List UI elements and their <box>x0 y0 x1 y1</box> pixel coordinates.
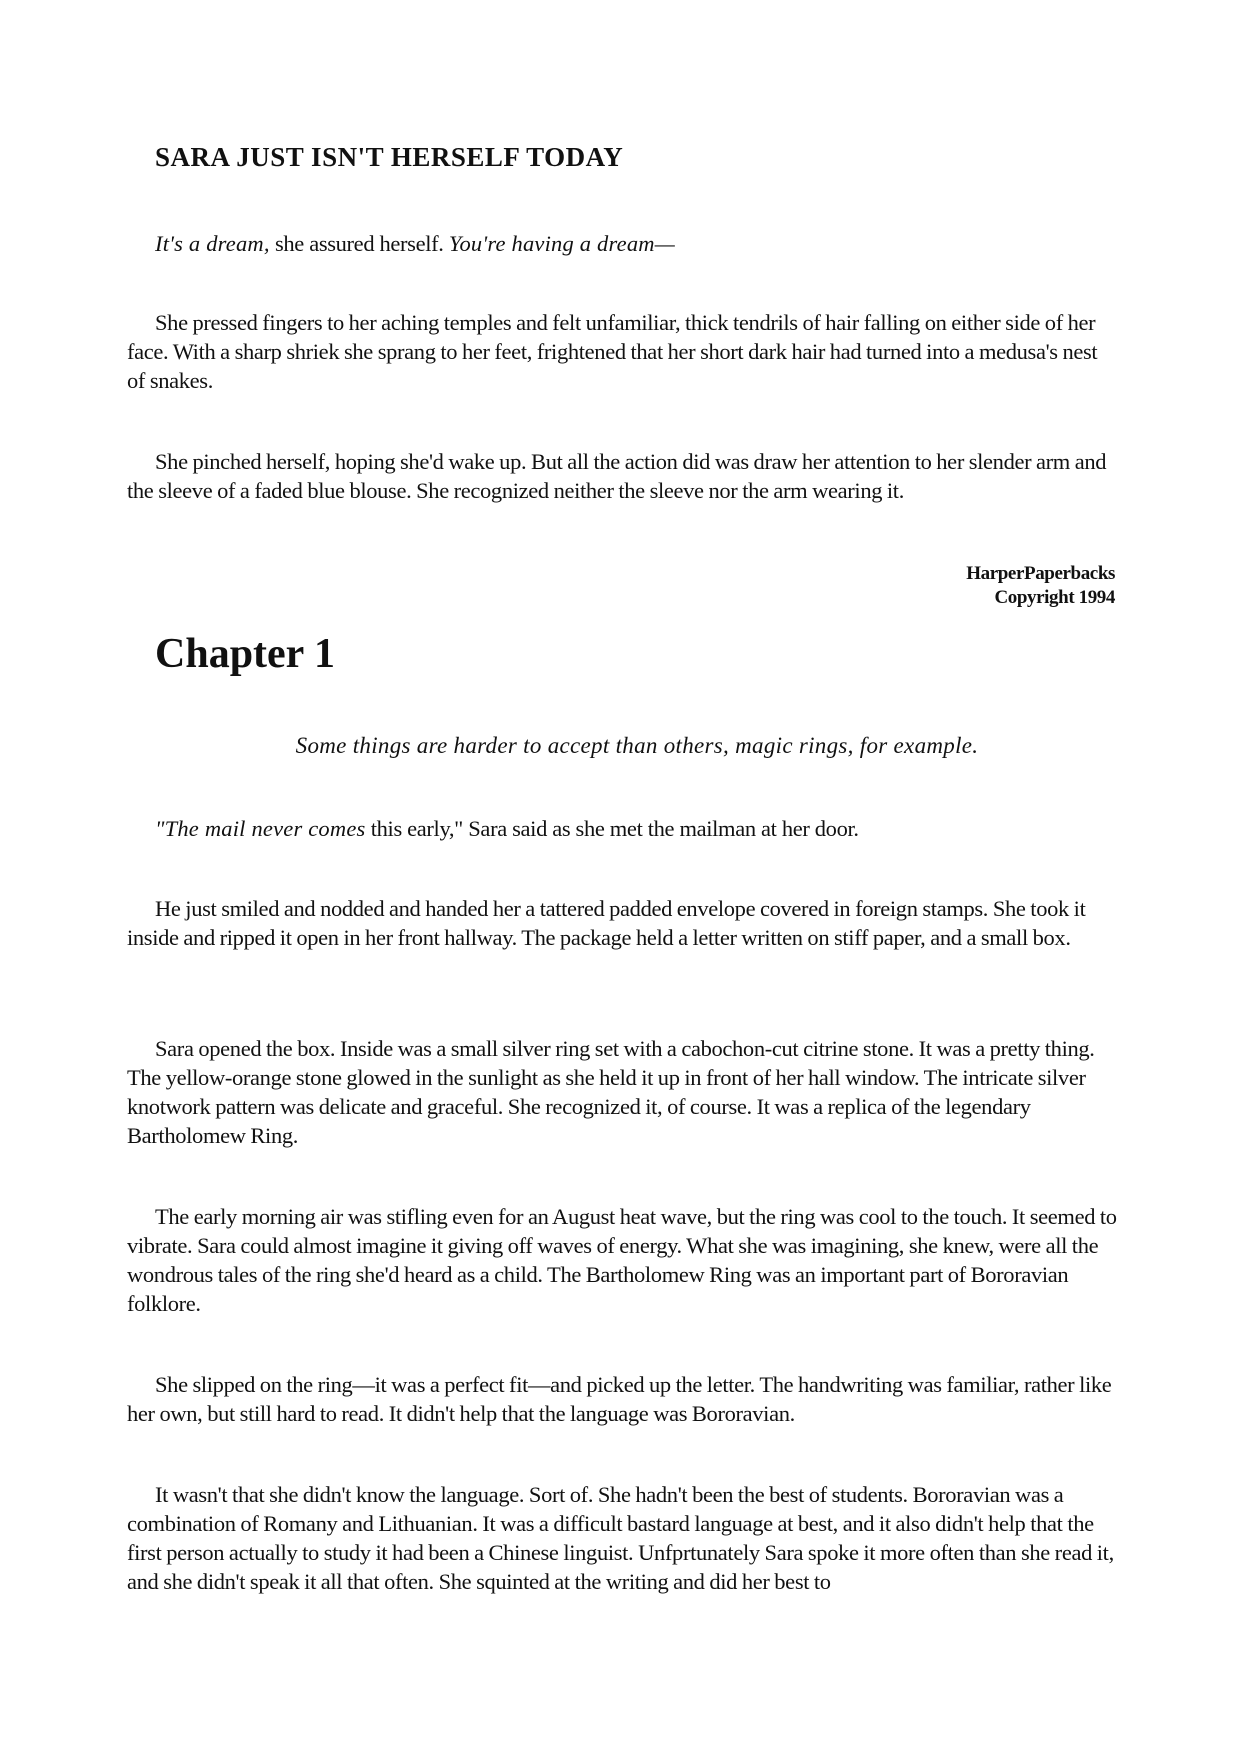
publisher-credit <box>966 562 1115 610</box>
chapter-paragraph: It wasn't that she didn't know the language. Sort of. She hadn't been the best of students. Bororavian was a combination of Romany and Lithuanian. It was a difficult bastard language at best, and it also didn't help that the first person actually to study it had been a Chinese linguist. Unfprtunately Sara spoke it more often than she read it, and she didn't speak it all that often. She squinted at the writing and did her best to <box>127 1482 1114 1594</box>
chapter-paragraph: She slipped on the ring—it was a perfect fit—and picked up the letter. The handwriting was familiar, rather like her own, but still hard to read. It didn't help that the language was Bororavian. <box>127 1372 1112 1426</box>
chapter-opening-line <box>127 814 1145 843</box>
chapter-heading: Chapter 1 <box>155 631 336 677</box>
teaser-title: SARA JUST ISN'T HERSELF TODAY <box>155 142 624 172</box>
teaser-paragraph: She pinched herself, hoping she'd wake up. But all the action did was draw her attention to her slender arm and the sleeve of a faded blue blouse. She recognized neither the sleeve nor the arm wearing it. <box>127 449 1107 503</box>
teaser-paragraph: She pressed fingers to her aching temples and felt unfamiliar, thick tendrils of hair falling on either side of her face. With a sharp shriek she sprang to her feet, frightened that her short dark hair had turned into a medusa's nest of snakes. <box>127 310 1098 393</box>
chapter-paragraph: He just smiled and nodded and handed her a tattered padded envelope covered in foreign stamps. She took it inside and ripped it open in her front hallway. The package held a letter written on stiff paper, and a small box. <box>127 896 1086 950</box>
teaser-opening-italic-a: It's a dream, <box>155 231 270 256</box>
copyright-line: Copyright 1994 <box>994 587 1115 608</box>
publisher-name: HarperPaperbacks <box>966 563 1115 584</box>
teaser-opening-line <box>127 229 1145 258</box>
chapter-paragraph: Sara opened the box. Inside was a small silver ring set with a cabochon-cut citrine stone. It was a pretty thing. The yellow-orange stone glowed in the sunlight as she held it up in front of her hall window. The intricate silver knotwork pattern was delicate and graceful. She recognized it, of course. It was a replica of the legendary Bartholomew Ring. <box>127 1036 1095 1148</box>
chapter-epigraph: Some things are harder to accept than others, magic rings, for example. <box>295 733 979 758</box>
chapter-opening-italic: "The mail never comes <box>155 816 366 841</box>
teaser-opening-italic-b: You're having a dream— <box>448 231 675 256</box>
chapter-opening-plain: this early," Sara said as she met the mailman at her door. <box>365 816 859 841</box>
chapter-paragraph: The early morning air was stifling even for an August heat wave, but the ring was cool to the touch. It seemed to vibrate. Sara could almost imagine it giving off waves of energy. What she was imagining, she knew, were all the wondrous tales of the ring she'd heard as a child. The Bartholomew Ring was an important part of Bororavian folklore. <box>127 1204 1117 1316</box>
teaser-opening-plain: she assured herself. <box>269 231 449 256</box>
